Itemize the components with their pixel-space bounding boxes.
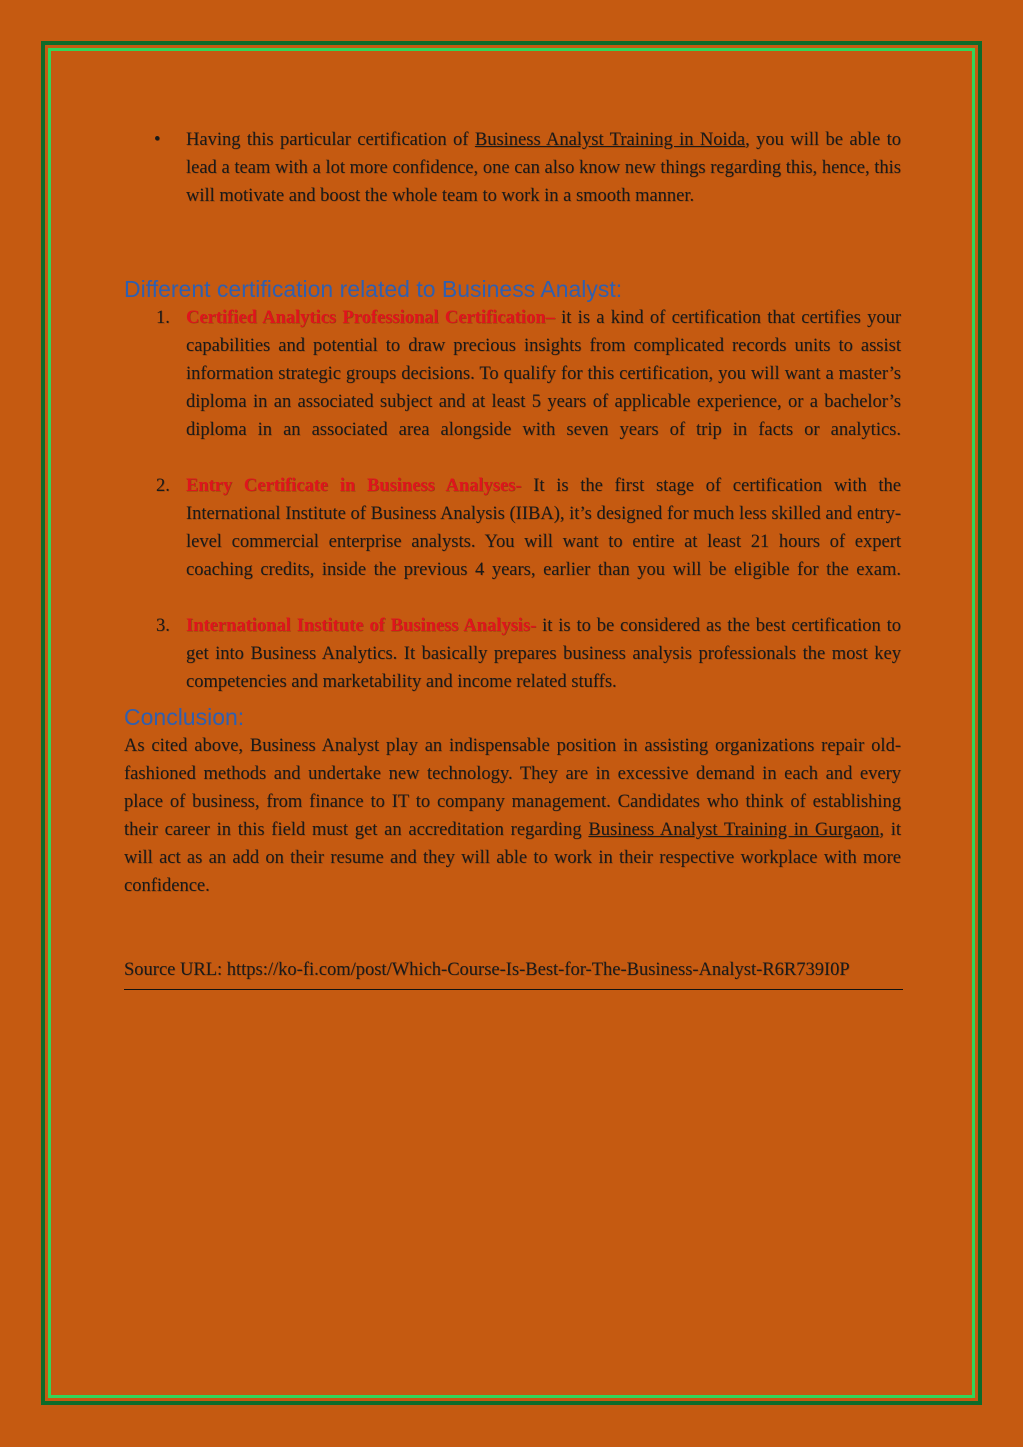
certification-heading: Different certification related to Business Analyst: <box>124 276 623 302</box>
list-item-title: International Institute of Business Analysis- <box>186 616 537 636</box>
list-number: 3. <box>156 616 170 636</box>
list-item <box>124 304 901 444</box>
list-item <box>124 472 901 584</box>
gurgaon-training-link[interactable]: Business Analyst Training in Gurgaon <box>588 820 880 840</box>
footer-divider <box>124 989 903 990</box>
conclusion-heading: Conclusion: <box>124 704 245 730</box>
bullet-text-before: Having this particular certification of <box>186 130 475 150</box>
conclusion-paragraph <box>124 732 901 900</box>
list-item <box>124 612 901 696</box>
list-number: 2. <box>156 476 170 496</box>
bullet-text-after: , you will be able to lead a team with a lot more confidence, one can also know new things regarding this, hence, this will motivate and boost the whole team to work in a smooth manner. <box>186 130 901 206</box>
bullet-icon: • <box>154 130 161 150</box>
list-item-title: Entry Certificate in Business Analyses- <box>186 476 522 496</box>
conclusion-text-before: As cited above, Business Analyst play an indispensable position in assisting organizations repair old-fashioned methods and undertake new technology. They are in excessive demand in each and every place of business, from finance to IT to company management. Candidates who think of establishing their career in this field must get an accreditation regarding <box>124 736 901 840</box>
source-url: Source URL: https://ko-fi.com/post/Which-Course-Is-Best-for-The-Business-Analyst-R6R739I0P <box>124 960 850 980</box>
list-item-text: it is a kind of certification that certifies your capabilities and potential to draw precious insights from complicated records units to assist information strategic groups decisions. To qualify for this certification, you will want a master’s diploma in an associated subject and at least 5 years of applicable experience, or a bachelor’s diploma in an associated area alongside with seven years of trip in facts or analytics. <box>186 308 901 440</box>
list-item-text: It is the first stage of certification with the International Institute of Business Analysis (IIBA), it’s designed for much less skilled and entry-level commercial enterprise analysts. You will want to entire at least 21 hours of expert coaching credits, inside the previous 4 years, earlier than you will be eligible for the exam. <box>186 476 901 580</box>
bullet-paragraph <box>124 126 901 210</box>
list-item-text: it is to be considered as the best certification to get into Business Analytics. It basically prepares business analysis professionals the most key competencies and marketability and income related stuffs. <box>186 616 901 692</box>
noida-training-link[interactable]: Business Analyst Training in Noida <box>474 130 746 150</box>
list-number: 1. <box>156 308 170 328</box>
conclusion-text-after: , it will act as an add on their resume and they will able to work in their respective workplace with more confidence. <box>124 820 901 896</box>
document-body <box>124 124 901 990</box>
list-item-title: Certified Analytics Professional Certification– <box>186 308 555 328</box>
